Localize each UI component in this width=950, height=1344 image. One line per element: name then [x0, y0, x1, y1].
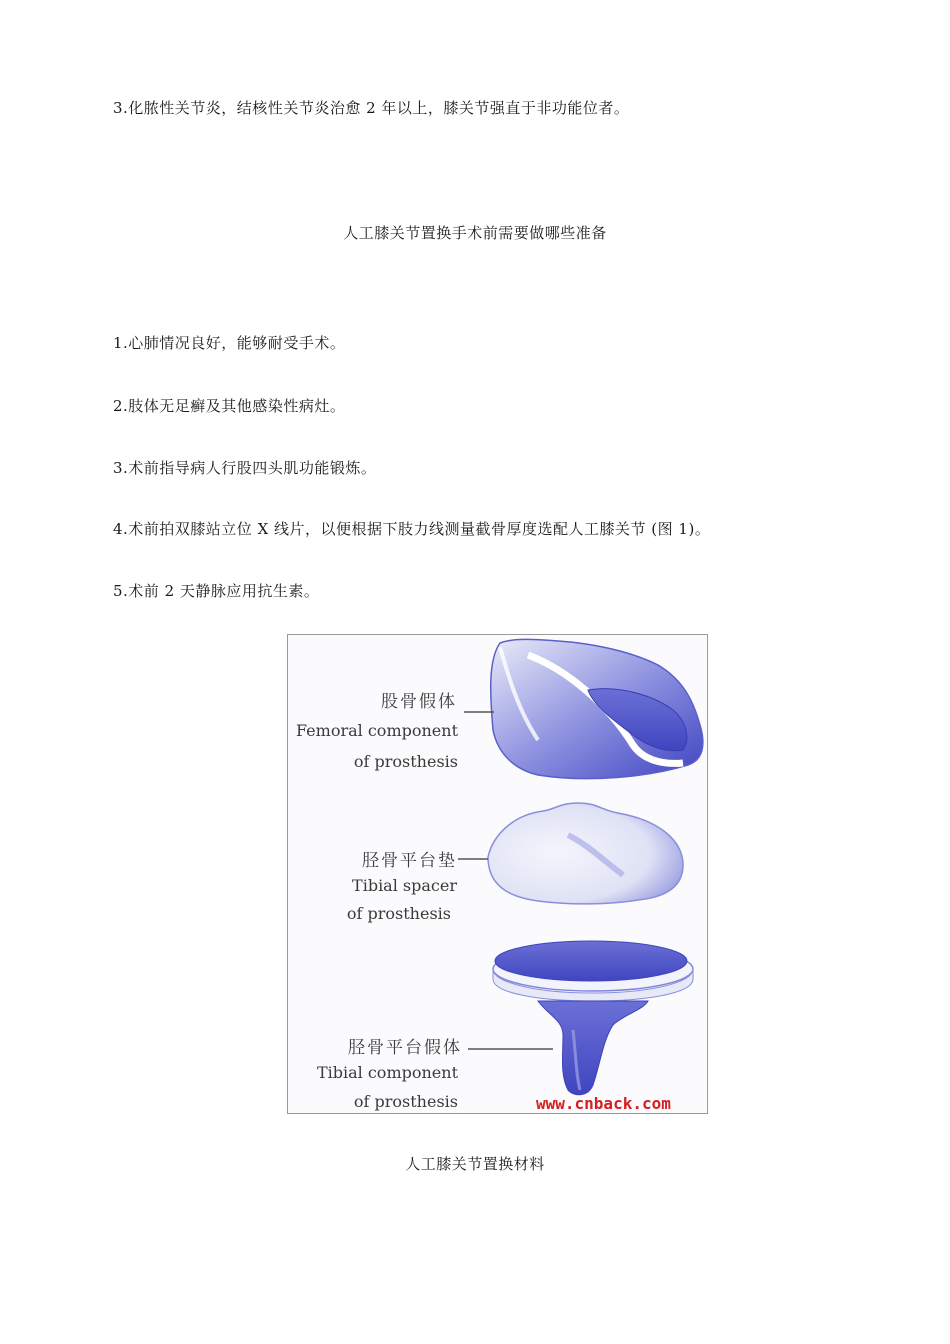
prep-item-1: 1.心肺情况良好，能够耐受手术。: [113, 334, 346, 352]
femoral-component-shape: [491, 639, 703, 778]
tibial-label-en-2: of prosthesis: [353, 1092, 458, 1111]
spacer-label-cn: 胫骨平台垫: [362, 851, 457, 871]
femoral-label-cn: 股骨假体: [381, 692, 457, 712]
spacer-label-en-1: Tibial spacer: [352, 876, 457, 895]
tibial-label-en-1: Tibial component: [316, 1063, 458, 1082]
paragraph-item-3: 3.化脓性关节炎，结核性关节炎治愈 2 年以上，膝关节强直于非功能位者。: [113, 99, 630, 117]
prep-item-5: 5.术前 2 天静脉应用抗生素。: [113, 582, 320, 600]
knee-prosthesis-figure: [287, 634, 708, 1114]
figure-caption: 人工膝关节置换材料: [405, 1155, 545, 1173]
tibial-component-shape: [493, 941, 693, 1095]
tibial-label-cn: 胫骨平台假体: [348, 1038, 462, 1058]
tibial-spacer-shape: [488, 803, 683, 904]
femoral-label-en-1: Femoral component: [295, 721, 458, 740]
watermark-text: www.cnback.com: [536, 1094, 671, 1113]
spacer-label-en-2: of prosthesis: [346, 904, 451, 923]
prep-item-3: 3.术前指导病人行股四头肌功能锻炼。: [113, 459, 377, 477]
prep-item-2: 2.肢体无足癣及其他感染性病灶。: [113, 397, 346, 415]
femoral-label-en-2: of prosthesis: [353, 752, 458, 771]
prep-item-4: 4.术前拍双膝站立位 X 线片，以便根据下肢力线测量截骨厚度选配人工膝关节 (图 1)。: [113, 520, 711, 538]
section-heading: 人工膝关节置换手术前需要做哪些准备: [343, 224, 607, 242]
